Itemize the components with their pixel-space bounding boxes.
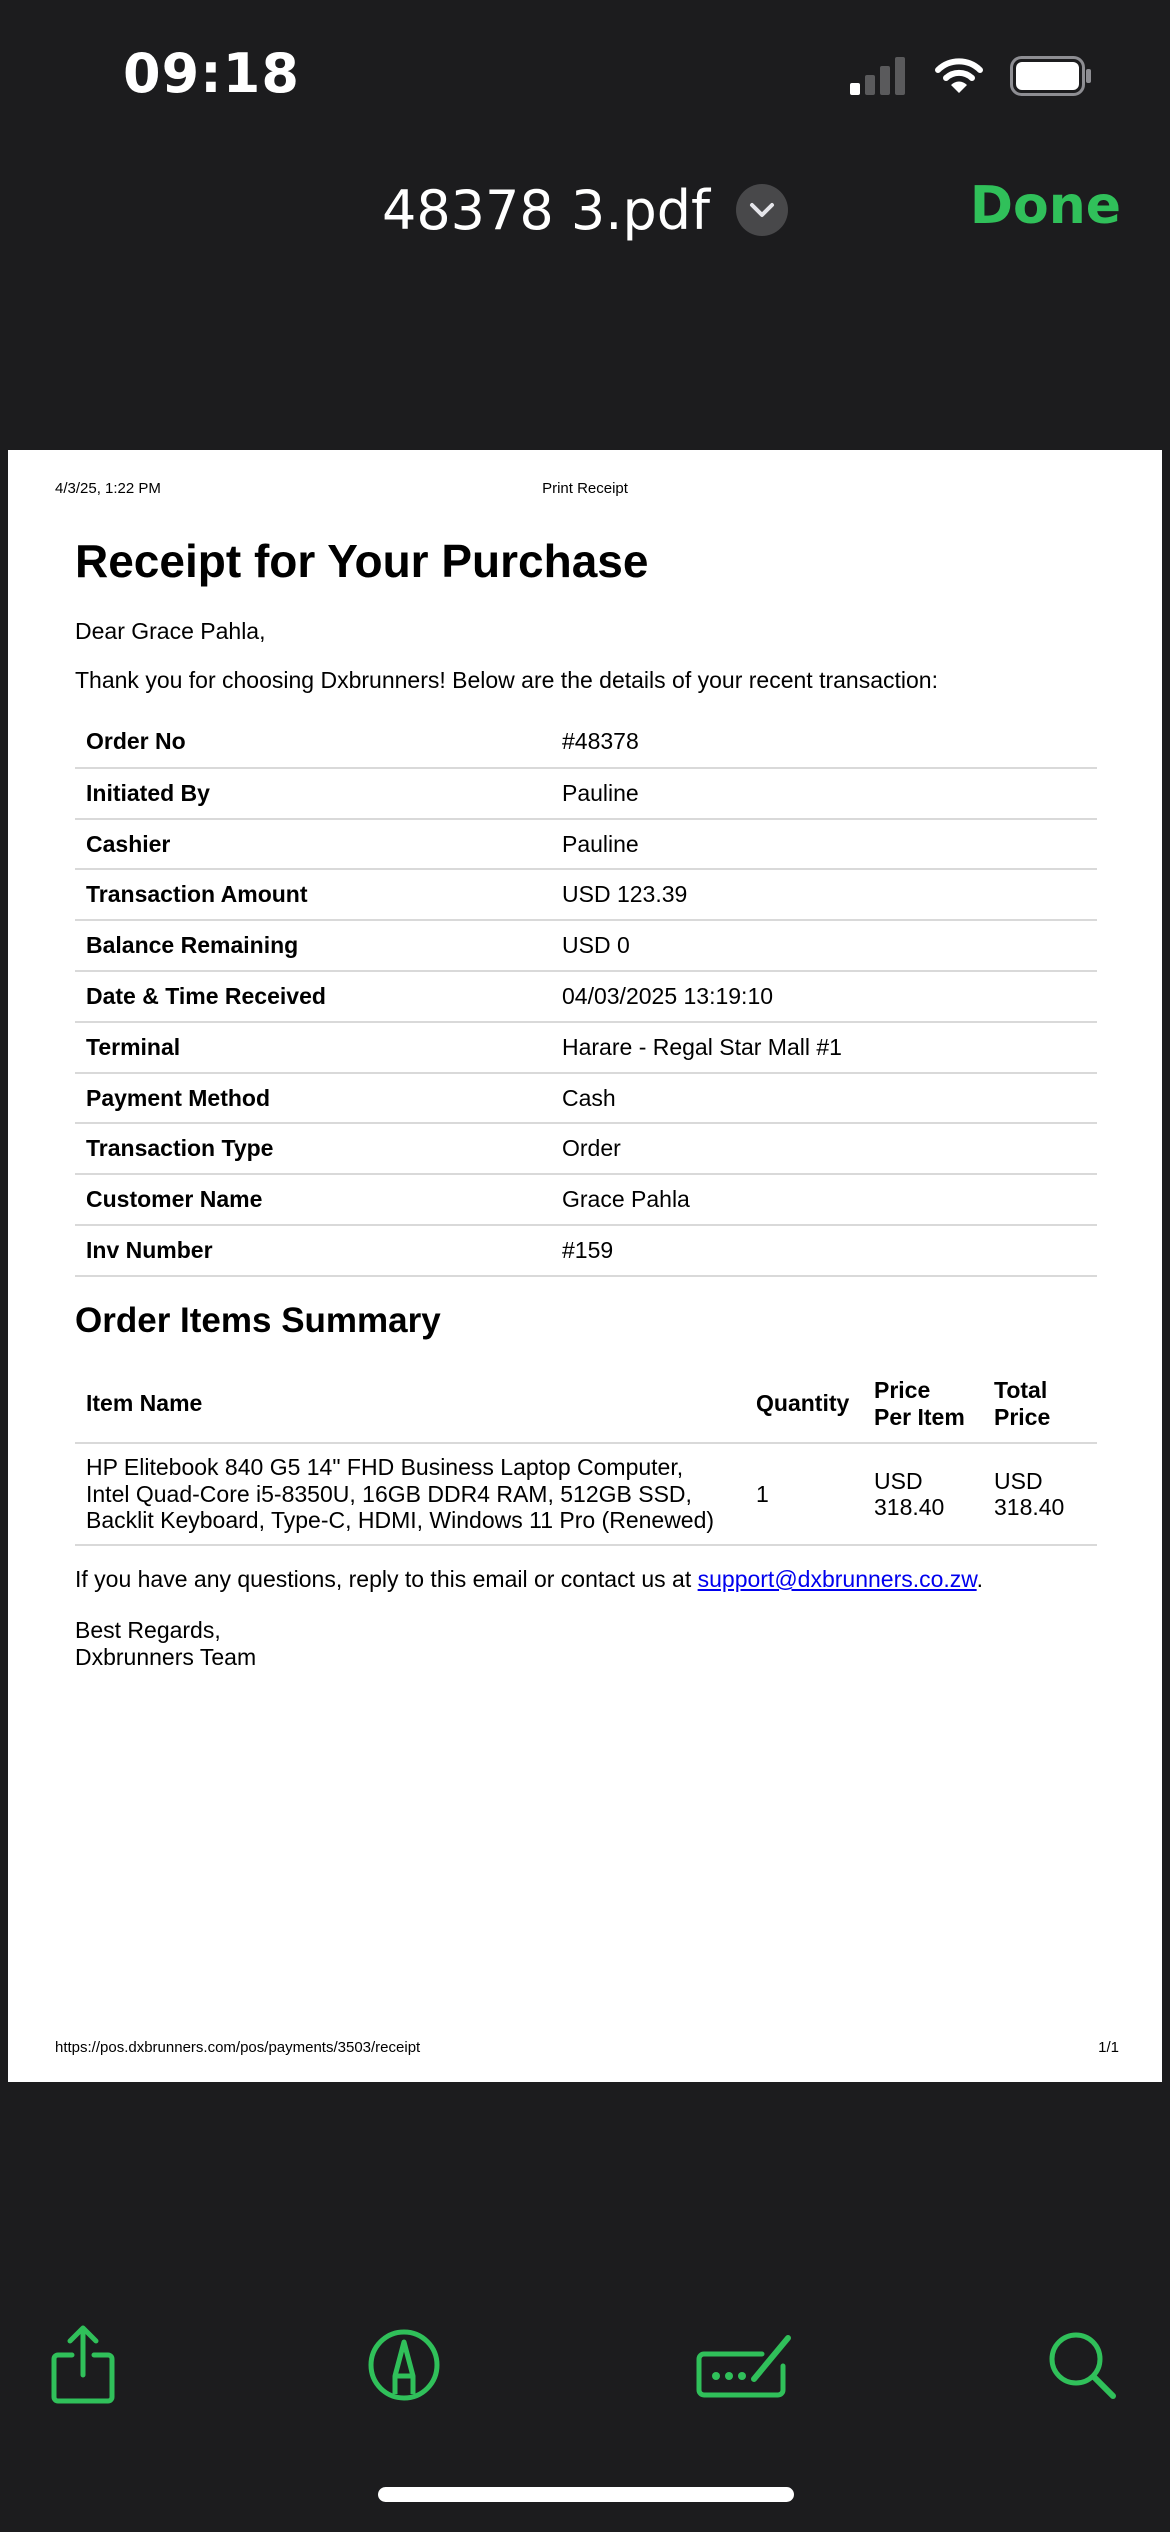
detail-value: Order <box>551 1123 1097 1174</box>
item-total: USD 318.40 <box>983 1443 1097 1545</box>
item-price: USD 318.40 <box>863 1443 983 1545</box>
detail-value: Harare - Regal Star Mall #1 <box>551 1022 1097 1073</box>
table-row <box>75 1073 1097 1124</box>
order-items-table <box>75 1365 1097 1546</box>
detail-label: Transaction Type <box>75 1123 551 1174</box>
cellular-signal-icon <box>850 57 908 100</box>
table-row <box>75 920 1097 971</box>
battery-icon <box>1010 56 1092 101</box>
detail-label: Transaction Amount <box>75 869 551 920</box>
print-date: 4/3/25, 1:22 PM <box>55 480 161 497</box>
detail-label: Balance Remaining <box>75 920 551 971</box>
table-row <box>75 1225 1097 1276</box>
detail-value: Cash <box>551 1073 1097 1124</box>
wifi-icon <box>934 57 984 100</box>
table-row <box>75 768 1097 819</box>
detail-value: Grace Pahla <box>551 1174 1097 1225</box>
receipt-title: Receipt for Your Purchase <box>75 535 649 587</box>
detail-label: Inv Number <box>75 1225 551 1276</box>
detail-value: 04/03/2025 13:19:10 <box>551 971 1097 1022</box>
done-button[interactable]: Done <box>969 176 1121 236</box>
detail-value: Pauline <box>551 819 1097 870</box>
receipt-content <box>75 530 1097 1670</box>
home-indicator[interactable] <box>378 2487 794 2502</box>
table-row <box>75 869 1097 920</box>
table-row <box>75 1174 1097 1225</box>
detail-label: Payment Method <box>75 1073 551 1124</box>
item-name: HP Elitebook 840 G5 14" FHD Business Laptop Computer, Intel Quad-Core i5-8350U, 16GB DDR4 RAM, 512GB SSD, Backlit Keyboard, Type-C, HDMI, Windows 11 Pro (Renewed) <box>75 1443 745 1545</box>
print-footer-url: https://pos.dxbrunners.com/pos/payments/3503/receipt <box>55 2039 421 2056</box>
detail-label: Customer Name <box>75 1174 551 1225</box>
table-row <box>75 1022 1097 1073</box>
detail-label: Cashier <box>75 819 551 870</box>
detail-value: #48378 <box>551 717 1097 768</box>
status-icons <box>850 54 1092 102</box>
col-header-item-name: Item Name <box>75 1365 745 1443</box>
col-header-price-per-item: Price Per Item <box>863 1365 983 1443</box>
detail-label: Date & Time Received <box>75 971 551 1022</box>
share-icon[interactable] <box>38 2320 128 2410</box>
detail-label: Terminal <box>75 1022 551 1073</box>
table-row <box>75 971 1097 1022</box>
detail-value: Pauline <box>551 768 1097 819</box>
table-row <box>75 717 1097 768</box>
search-icon[interactable] <box>1037 2320 1127 2410</box>
col-header-total-price: Total Price <box>983 1365 1097 1443</box>
transaction-details-table <box>75 717 1097 1277</box>
markup-icon[interactable] <box>359 2320 449 2410</box>
support-email-link[interactable]: support@dxbrunners.co.zw <box>697 1566 977 1593</box>
detail-label: Order No <box>75 717 551 768</box>
document-title[interactable]: 48378 3.pdf <box>381 178 711 242</box>
table-row <box>75 1443 1097 1545</box>
page-number: 1/1 <box>1098 2039 1119 2056</box>
table-header-row <box>75 1365 1097 1443</box>
form-fill-icon[interactable] <box>695 2320 795 2410</box>
print-header-title: Print Receipt <box>542 480 628 497</box>
status-time: 09:18 <box>123 42 300 105</box>
intro-text: Thank you for choosing Dxbrunners! Below are the details of your recent transaction: <box>75 667 938 694</box>
detail-value: #159 <box>551 1225 1097 1276</box>
detail-value: USD 0 <box>551 920 1097 971</box>
col-header-quantity: Quantity <box>745 1365 863 1443</box>
pdf-page[interactable] <box>8 450 1162 2082</box>
greeting: Dear Grace Pahla, <box>75 617 266 644</box>
sign-off <box>75 1617 1097 1670</box>
team-name: Dxbrunners Team <box>75 1643 257 1670</box>
order-summary-title: Order Items Summary <box>75 1300 441 1340</box>
detail-label: Initiated By <box>75 768 551 819</box>
chevron-down-icon[interactable] <box>736 184 788 236</box>
table-row <box>75 819 1097 870</box>
regards-line: Best Regards, <box>75 1617 221 1644</box>
table-row <box>75 1123 1097 1174</box>
detail-value: USD 123.39 <box>551 869 1097 920</box>
item-quantity: 1 <box>745 1443 863 1545</box>
contact-line: If you have any questions, reply to this email or contact us at support@dxbrunners.co.zw. <box>75 1566 984 1593</box>
